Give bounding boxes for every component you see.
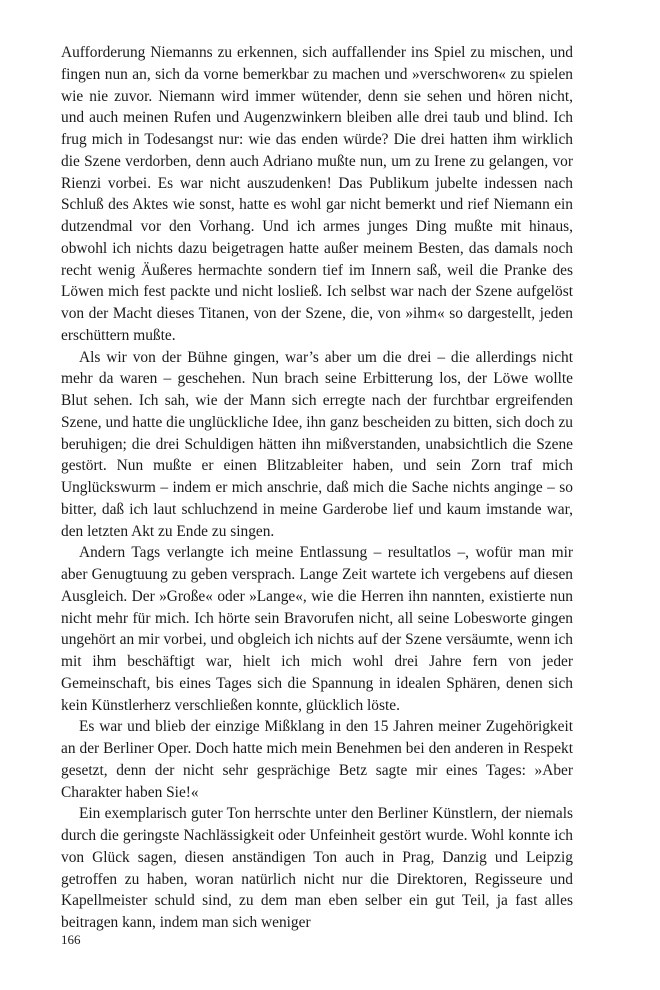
- page-number: 166: [61, 932, 81, 947]
- paragraph-3: Andern Tags verlangte ich meine Entlassung – resultatlos –, wofür man mir aber Genugtuung zu geben versprach. Lange Zeit wartete ich vergebens auf diesen Ausgleich. Der »Große« oder »Lange«, wie die Herren ihn nannten, existierte nun nicht mehr für mich. Ich hörte sein Bravorufen nicht, all seine Lobesworte gingen ungehört an mir vorbei, und obgleich ich nichts auf der Szene versäumte, wenn ich mit ihm beschäftigt war, hielt ich mich wohl drei Jahre fern von jeder Gemeinschaft, bis eines Tages sich die Spannung in idealen Sphären, denen sich kein Künstlerherz verschließen konnte, glücklich löste.: [61, 544, 573, 714]
- paragraph-4: Es war und blieb der einzige Mißklang in den 15 Jahren meiner Zugehörigkeit an der Berliner Oper. Doch hatte mich mein Benehmen bei den anderen in Respekt gesetzt, denn der nicht sehr gesprächige Betz sagte mir eines Tages: »Aber Charakter haben Sie!«: [61, 718, 573, 801]
- paragraph-2: Als wir von der Bühne gingen, war’s aber um die drei – die allerdings nicht mehr da waren – geschehen. Nun brach seine Erbitterung los, der Löwe wollte Blut sehen. Ich sah, wie der Mann sich erregte nach der furchtbar ergreifenden Szene, und hatte die unglückliche Idee, ihn ganz bescheiden zu bitten, sich doch zu beruhigen; die drei Schuldigen hätten ihn mißverstanden, unabsichtlich die Szene gestört. Nun mußte er einen Blitzableiter haben, und sein Zorn traf mich Unglückswurm – indem er mich anschrie, daß mich die Sache nichts anginge – so bitter, daß ich laut schluchzend in meine Garderobe lief und kaum imstande war, den letzten Akt zu Ende zu singen.: [61, 348, 573, 540]
- page-body: [61, 42, 573, 934]
- paragraph-1: Aufforderung Niemanns zu erkennen, sich auffallender ins Spiel zu mischen, und fingen nun an, sich da vorne bemerkbar zu machen und »verschworen« zu spielen wie nie zuvor. Niemann wird immer wütender, denn sie sehen und hören nicht, und auch meinen Rufen und Augenzwinkern bleiben alle drei taub und blind. Ich frug mich in Todesangst nur: wie das enden würde? Die drei hatten ihm wirklich die Szene verdorben, denn auch Adriano mußte nun, um zu Irene zu gelangen, vor Rienzi vorbei. Es war nicht auszudenken! Das Publikum jubelte indessen nach Schluß des Aktes wie sonst, hatte es wohl gar nicht bemerkt und rief Niemann ein dutzendmal vor den Vorhang. Und ich armes junges Ding mußte mit hinaus, obwohl ich nichts dazu beigetragen hatte außer meinem Besten, das damals noch recht wenig Äußeres hermachte sondern tief im Innern saß, weil die Pranke des Löwen mich fest packte und nicht losließ. Ich selbst war nach der Szene aufgelöst von der Macht dieses Titanen, von der Szene, die, von »ihm« so dargestellt, jeden erschüttern mußte.: [61, 44, 573, 344]
- paragraph-5: Ein exemplarisch guter Ton herrschte unter den Berliner Künstlern, der niemals durch die geringste Nachlässigkeit oder Unfeinheit gestört wurde. Wohl konnte ich von Glück sagen, diesen anständigen Ton auch in Prag, Danzig und Leipzig getroffen zu haben, woran natürlich nicht nur die Direktoren, Regisseure und Kapellmeister schuld sind, zu dem man eben selber ein gut Teil, ja fast alles beitragen kann, indem man sich weniger: [61, 805, 573, 931]
